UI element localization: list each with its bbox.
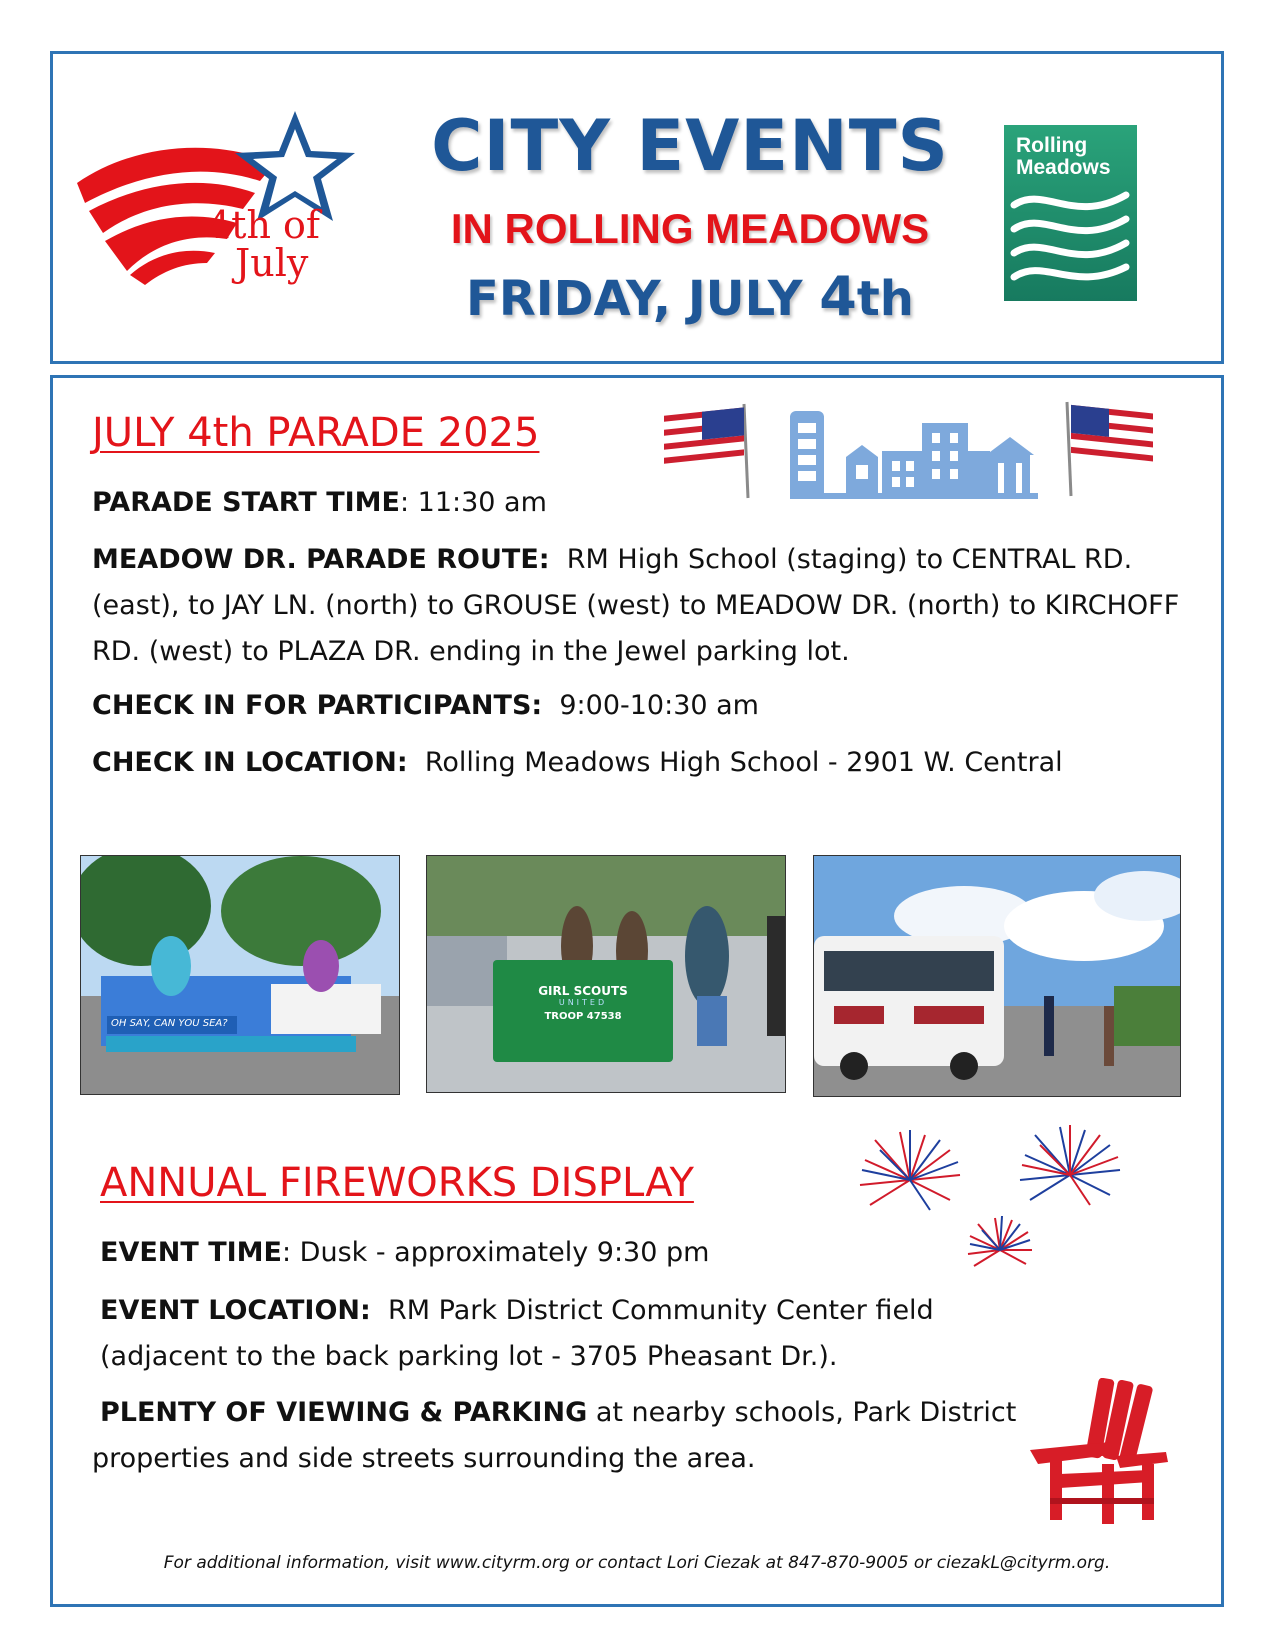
scouts-line1: GIRL SCOUTS: [538, 984, 628, 998]
event-location: [100, 1288, 980, 1380]
parade-route: [92, 537, 1192, 675]
date-suffix: th: [856, 271, 914, 327]
date-number: 4: [819, 265, 857, 328]
checkin-label: CHECK IN FOR PARTICIPANTS:: [92, 690, 543, 721]
page-subtitle: IN ROLLING MEADOWS: [450, 205, 930, 252]
route-value: RM High School (staging) to CENTRAL RD. (east), to JAY LN. (north) to GROUSE (west) to MEADOW DR. (north) to KIRCHOFF RD. (west) to PLAZA DR. ending in the Jewel parking lot.: [92, 544, 1180, 667]
viewing-parking: [92, 1390, 1042, 1482]
parade-title: JULY 4th PARADE 2025: [92, 410, 540, 456]
flag-right-icon: [1063, 398, 1158, 498]
route-label: MEADOW DR. PARADE ROUTE:: [92, 544, 550, 575]
fireworks-title: ANNUAL FIREWORKS DISPLAY: [100, 1160, 694, 1206]
checkin-location: [92, 740, 1192, 786]
scouts-line3: TROOP 47538: [544, 1011, 622, 1022]
fourth-of-july-logo: [75, 103, 365, 293]
location-value: Rolling Meadows High School - 2901 W. Central: [424, 747, 1063, 778]
logo-name-line2: Meadows: [1016, 156, 1111, 179]
flag-swoosh-star-icon: [75, 103, 365, 293]
wave-lines-icon: [1004, 125, 1137, 301]
event-date: [400, 265, 980, 328]
start-value: : 11:30 am: [399, 487, 547, 518]
event-location-value: RM Park District Community Center field (adjacent to the back parking lot - 3705 Pheasant Dr.).: [100, 1295, 934, 1372]
footer-contact: For additional information, visit www.cityrm.org or contact Lori Ciezak at 847-870-9005 or ciezakL@cityrm.org.: [163, 1553, 1111, 1573]
girl-scouts-photo: [426, 855, 786, 1093]
logo-name-line1: Rolling: [1016, 134, 1088, 157]
logo-text-line2: July: [235, 241, 309, 285]
event-location-label: EVENT LOCATION:: [100, 1295, 371, 1326]
viewing-label: PLENTY OF VIEWING & PARKING: [100, 1397, 588, 1428]
location-label: CHECK IN LOCATION:: [92, 747, 408, 778]
float-banner-text: OH SAY, CAN YOU SEA?: [111, 1018, 228, 1029]
city-skyline-icon: [790, 405, 1040, 505]
red-chair-icon: [1030, 1378, 1170, 1528]
checkin-time: [92, 683, 1192, 729]
flag-left-icon: [662, 400, 757, 500]
start-label: PARADE START TIME: [92, 487, 400, 518]
page-title: CITY EVENTS: [431, 105, 949, 187]
scouts-line2: UNITED: [558, 998, 608, 1007]
parade-float-photo: [80, 855, 400, 1095]
logo-text-line1: 4th of: [207, 203, 320, 247]
event-time-value: : Dusk - approximately 9:30 pm: [281, 1237, 710, 1268]
event-time: [100, 1230, 1100, 1276]
event-time-label: EVENT TIME: [100, 1237, 282, 1268]
scouts-banner: [493, 960, 673, 1062]
date-prefix: FRIDAY, JULY: [466, 271, 820, 327]
checkin-value: 9:00-10:30 am: [559, 690, 759, 721]
rolling-meadows-logo: [1004, 125, 1137, 301]
trolley-photo: [813, 855, 1181, 1097]
viewing-value: at nearby schools, Park District properties and side streets surrounding the area.: [92, 1397, 1017, 1474]
